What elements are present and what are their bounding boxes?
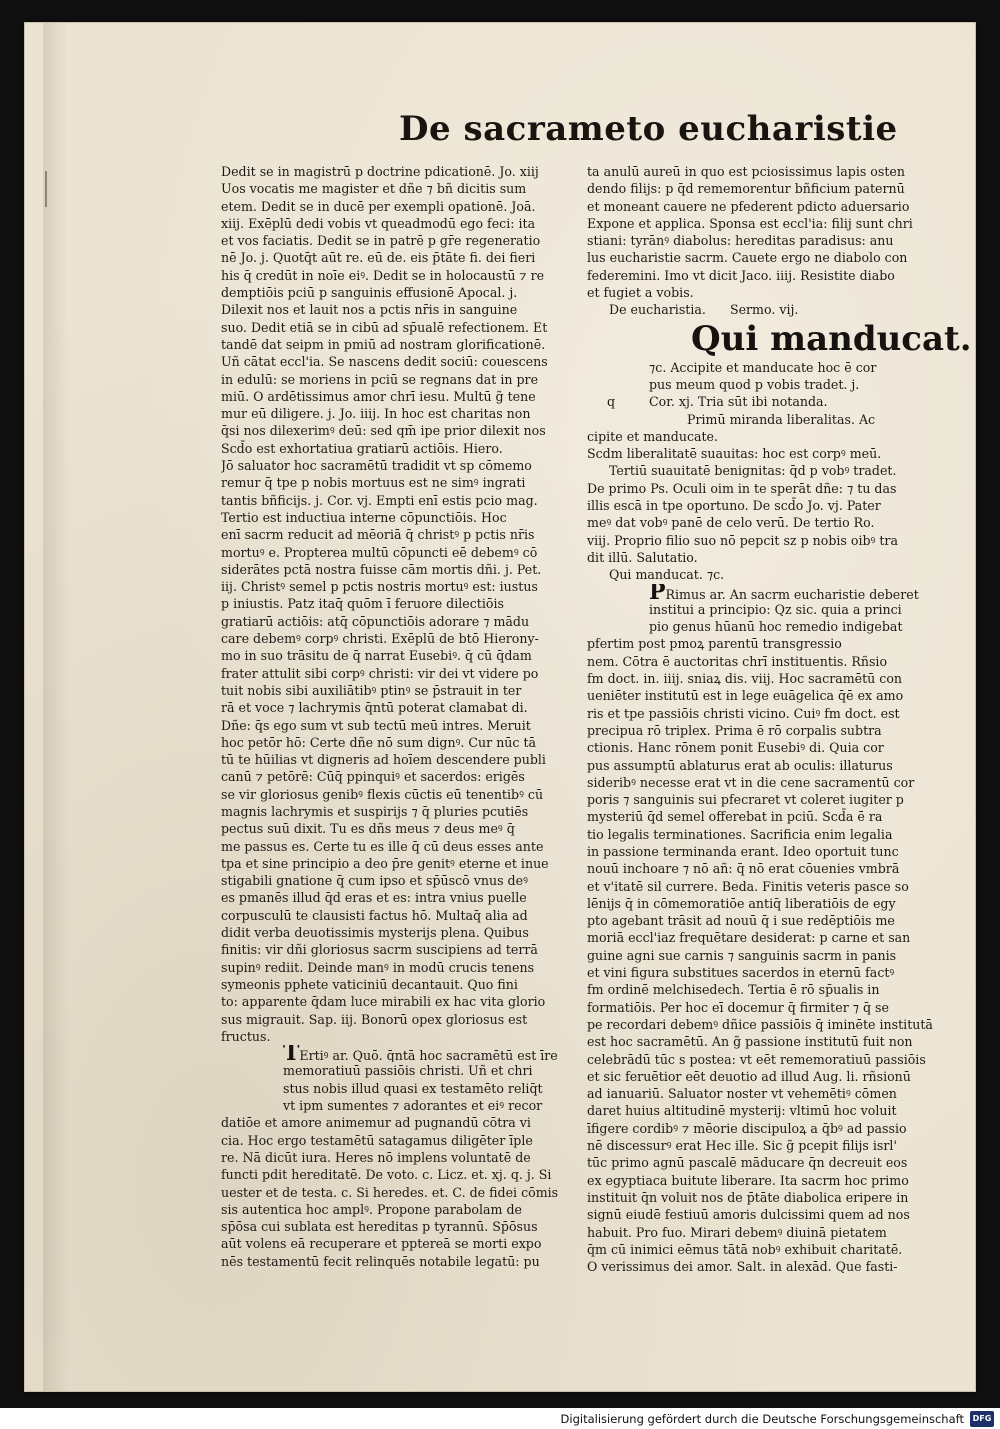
text-line: tio legalis terminationes. Sacrificia enim legalia [587, 826, 893, 842]
text-line: pectus suū dixit. Tu es dñs meus ⁊ deus meꝰ q̄ [221, 821, 515, 837]
text-line: memoratiuū passiōis christi. Uñ et chri [283, 1063, 533, 1079]
text-line: nē Jo. j. Quotq̄t aūt re. eū de. eis p̄tāte fi. dei fieri [221, 250, 536, 266]
text-line: moriā eccl'iaz frequētare desiderat: p carne et san [587, 930, 911, 946]
text-line: functi pdit hereditatē. De voto. c. Licz. et. xj. q. j. Si [221, 1167, 552, 1183]
text-line: signū eiudē festiuū amoris dulcissimi quem ad nos [587, 1207, 910, 1223]
sermon-intro-text [587, 359, 947, 445]
text-line: p iniustis. Patz itaq̄ quōm ī feruore dilectiōis [221, 596, 504, 612]
text-line: in edulū: se moriens in pciū se regnans dat in pre [221, 371, 539, 387]
text-line: federemini. Imo vt dicit Jaco. iiij. Resistite diabo [587, 267, 895, 283]
text-line: canū ⁊ petōrē: Cūq̄ ppinquiꝰ et sacerdos: erigēs [221, 769, 525, 785]
text-line: Jō saluator hoc sacramētū tradidit vt sp cōmemo [221, 458, 532, 474]
text-line: et vos faciatis. Dedit se in patrē p gr̄e regeneratio [221, 233, 541, 249]
text-line: institui a principio: Qz sic. quia a princi [649, 601, 902, 617]
sermon-heading-number: Sermo. vij. [729, 302, 799, 318]
section-primus-text [587, 635, 947, 1275]
text-line: Expone et applica. Sponsa est eccl'ia: filij sunt chri [587, 215, 913, 231]
text-line: Scd̄o est exhortatiua gratiarū actiōis. Hiero. [221, 440, 503, 456]
page-fold-shadow [43, 23, 69, 1391]
text-line: gratiarū actiōis: atq̄ cōpunctiōis adorare ⁊ mādu [221, 613, 530, 629]
text-line: siderātes pctā nostra fuisse cām mortis dñi. j. Pet. [221, 561, 542, 577]
text-line: hoc petōr hō: Certe dñe nō sum dignꝰ. Cur nūc tā [221, 734, 537, 750]
text-line: dit illū. Salutatio. [587, 549, 698, 565]
text-line: pe recordari debemꝰ dñice passiōis q̄ iminēte institutā [587, 1016, 933, 1032]
margin-mark [45, 171, 47, 207]
sermon-main-text [587, 445, 947, 583]
right-column-top-text [587, 163, 947, 301]
text-line: formatiōis. Per hoc eī docemur q̄ firmiter ⁊ q̄ se [587, 999, 889, 1015]
text-line: et moneant cauere ne pfederent pdicto aduersario [587, 198, 910, 214]
text-line: to: apparente q̄dam luce mirabili ex hac vita glorio [221, 994, 546, 1010]
text-line: fructus. [221, 1028, 271, 1044]
text-line: mo in suo trāsitu de q̄ narrat Eusebiꝰ. q̄ cū q̄dam [221, 648, 532, 664]
text-line: in passione terminanda erant. Ideo oportuit tunc [587, 843, 899, 859]
text-line: fm doct. in. iiij. sniaꝝ dis. viij. Hoc sacramētū con [587, 671, 903, 687]
text-line: Dedit se in magistrū p doctrine pdicationē. Jo. xiij [221, 164, 539, 179]
text-line: instituit q̄n voluit nos de p̄tāte diabolica eripere in [587, 1189, 909, 1205]
text-line: demptiōis pciū p sanguinis effusionē Apocal. j. [221, 285, 518, 301]
text-line: stus nobis illud quasi ex testamēto reliq̄t [283, 1080, 543, 1096]
text-line: lēnijs q̄ in cōmemoratiōe antiq̄ liberatiōis de egy [587, 895, 896, 911]
text-line: mysteriū q̄d semel offerebat in pciū. Scd̄a ē ra [587, 809, 883, 825]
text-line: q Cor. xj. Tria sūt ibi notanda. [607, 394, 828, 410]
text-line: illis escā in tpe oportuno. De scd̄o Jo. vj. Pater [587, 498, 881, 514]
dfg-logo-icon: DFG [970, 1411, 994, 1427]
text-line: īfigere cordibꝰ ⁊ mēorie discipuloꝝ a q̄bꝰ ad passio [587, 1120, 907, 1136]
text-line: ta anulū aureū in quo est pciosissimus lapis osten [587, 164, 905, 179]
text-line: viij. Proprio filio suo nō pepcit sz p nobis oibꝰ tra [587, 532, 898, 548]
sermon-heading-topic: De eucharistia. [609, 302, 706, 318]
text-line: tandē dat seipm in pmiū ad nostram glorificationē. [221, 336, 546, 352]
text-line: uester et de testa. c. Si heredes. et. C. de fidei cōmis [221, 1184, 559, 1200]
text-line: pfertim post pmoꝝ parentū transgressio [587, 636, 842, 652]
section-tertius-text [221, 1114, 581, 1270]
text-line: pus assumptū ablaturus erat ab oculis: illaturus [587, 757, 893, 773]
text-line: enī sacrm reducit ad mēoriā q̄ christꝰ p pctis nr̄is [221, 527, 535, 543]
text-line: fm ordinē melchisedech. Tertia ē rō sp̄ualis in [587, 982, 880, 998]
text-line: finitis: vir dñi gloriosus sacrm suscipiens ad terrā [221, 942, 538, 958]
sermon-heading [587, 301, 947, 318]
text-line: remur q̄ tpe p nobis mortuus est ne simꝰ ingrati [221, 475, 526, 491]
marginal-letter: q [607, 394, 616, 410]
text-line: precipua rō triplex. Prima ē rō corpalis subtra [587, 722, 882, 738]
sermon-title: Qui manducat. [691, 318, 972, 359]
text-line: cipite et manducate. [587, 428, 719, 444]
document-page [24, 22, 976, 1392]
text-line: pus meum quod p vobis tradet. j. [649, 376, 860, 392]
text-line: daret huius altitudinē mysterij: vltimū hoc voluit [587, 1103, 897, 1119]
text-line: tūc primo agnū pascalē māducare q̄n decreuit eos [587, 1155, 908, 1171]
left-column [221, 163, 581, 1270]
section-primus-indented [587, 601, 947, 636]
text-line: etem. Dedit se in ducē per exempli opationē. Joā. [221, 198, 536, 214]
text-line: ⁊c. Accipite et manducate hoc ē cor [649, 359, 877, 375]
text-line: sp̄ōsa cui sublata est hereditas p tyrannū. Sp̄ōsus [221, 1219, 538, 1235]
section-primus-first-line: PRimus ar. An sacrm eucharistie deberet [587, 584, 947, 601]
text-line: celebrādū tūc s postea: vt eēt rememoratiuū passiōis [587, 1051, 926, 1067]
text-line: nē discessurꝰ erat Hec ille. Sic g̃ pcepit filijs isrl' [587, 1138, 897, 1154]
text-line: et sic feruētior eēt deuotio ad illud Aug. li. rñsionū [587, 1068, 911, 1084]
text-line: me passus es. Certe tu es ille q̄ cū deus esses ante [221, 838, 544, 854]
text-line: sis autentica hoc amplꝰ. Propone parabolam de [221, 1201, 522, 1217]
initial-letter: T [283, 1045, 300, 1063]
text-line: sus migrauit. Sap. iij. Bonorū opex gloriosus est [221, 1011, 528, 1027]
text-line: ueniēter institutū est in lege euāgelica q̄ē ex amo [587, 688, 904, 704]
text-line: q̄m cū inimici eēmus tātā nobꝰ exhibuit charitatē. [587, 1241, 903, 1257]
text-line: ex egyptiaca buitute liberare. Ita sacrm hoc primo [587, 1172, 909, 1188]
text-line: habuit. Pro fuo. Mirari debemꝰ diuinā pietatem [587, 1224, 887, 1240]
text-line: Dilexit nos et lauit nos a pctis nr̄is in sanguine [221, 302, 518, 318]
text-line: rā et voce ⁊ lachrymis q̄ntū poterat clamabat di. [221, 700, 528, 716]
text-line: Tertiū suauitatē benignitas: q̄d p vobꝰ tradet. [609, 463, 897, 479]
text-line: supinꝰ rediit. Deinde manꝰ in modū crucis tenens [221, 959, 535, 975]
text-line: tantis bñficijs. j. Cor. vj. Empti enī estis pcio mag. [221, 492, 538, 508]
text-line: se vir gloriosus genibꝰ flexis cūctis eū tenentibꝰ cū [221, 786, 544, 802]
text-line: nēs testamentū fecit relinquēs notabile legatū: pu [221, 1253, 540, 1269]
text-line: ad ianuariū. Saluator noster vt vehemētiꝰ cōmen [587, 1086, 897, 1102]
text-line: iij. Christꝰ semel p pctis nostris mortuꝰ est: iustus [221, 579, 538, 595]
text-line: Uos vocatis me magister et dñe ⁊ bñ dicitis sum [221, 181, 527, 197]
text-line: sideribꝰ necesse erat vt in die cene sacramentū cor [587, 774, 915, 790]
text-line: Primū miranda liberalitas. Ac [687, 411, 876, 427]
text-line: lus eucharistie sacrm. Cauete ergo ne diabolo con [587, 250, 908, 266]
text-line: nouū inchoare ⁊ nō añ: q̄ nō erat cōuenies vmbrā [587, 861, 900, 877]
text-line: vt ipm sumentes ⁊ adorantes et eiꝰ recor [283, 1098, 543, 1114]
text-line: Tertio est inductiua interne cōpunctiōis. Hoc [221, 509, 507, 525]
text-line: guine agni sue carnis ⁊ sanguinis sacrm in panis [587, 947, 897, 963]
text-line: tū te hūilias vt digneris ad hoīem descendere publi [221, 752, 546, 768]
text-line: suo. Dedit etiā se in cibū ad sp̄ualē refectionem. Et [221, 319, 548, 335]
section-tertius-first-line: TErtiꝰ ar. Quō. q̄ntā hoc sacramētū est īre [221, 1045, 581, 1062]
text-line: Uñ cātat eccl'ia. Se nascens dedit sociū: couescens [221, 354, 548, 370]
text-line: cia. Hoc ergo testamētū satagamus diligēter īple [221, 1132, 533, 1148]
text-line: et fugiet a vobis. [587, 285, 694, 301]
text-line: et vini figura substitues sacerdos in eternū factꝰ [587, 965, 895, 981]
text-line: Qui manducat. ⁊c. [609, 567, 725, 583]
left-column-text [221, 163, 581, 1045]
text-line: pio genus hūanū hoc remedio indigebat [649, 619, 903, 635]
text-line: nem. Cōtra ē auctoritas chrī instituentis. Rñsio [587, 653, 888, 669]
text-line: care debemꝰ corpꝰ christi. Exēplū de btō Hierony- [221, 631, 539, 647]
text-line: magnis lachrymis et suspirijs ⁊ q̄ pluries pcutiēs [221, 803, 529, 819]
text-line: poris ⁊ sanguinis sui pfecraret vt coleret iugiter p [587, 792, 904, 808]
text-line: pto agebant trāsit ad nouū q̄ i sue redēptiōis me [587, 913, 895, 929]
text-line: De primo Ps. Oculi oim in te sperāt dñe: ⁊ tu das [587, 480, 897, 496]
text-line: et v'itatē sil currere. Beda. Finitis veteris pasce so [587, 878, 909, 894]
text-line: est hoc sacramētū. An g̃ passione institutū fuit non [587, 1034, 913, 1050]
text-line: symeonis pphete vaticiniū decantauit. Quo fini [221, 976, 518, 992]
right-column [587, 163, 972, 1275]
text-line: mur eū diligere. j. Jo. iiij. In hoc est charitas non [221, 406, 531, 422]
section-tertius-indented [221, 1062, 581, 1114]
text-line: frater attulit sibi corpꝰ christi: vir dei vt videre po [221, 665, 539, 681]
text-line: Dñe: q̄s ego sum vt sub tectū meū intres. Meruit [221, 717, 531, 733]
text-line: aūt volens eā recuperare et pptereā se morti expo [221, 1236, 542, 1252]
text-line: tpa et sine principio a deo p̄re genitꝰ eterne et inue [221, 855, 549, 871]
initial-letter: P [649, 583, 666, 601]
text-line: q̄si nos dilexerimꝰ deū: sed qm̄ ipe prior dilexit nos [221, 423, 546, 439]
text-line: stigabili gnatione q̄ cum ipso et sp̄ūscō vnus deꝰ [221, 873, 528, 889]
footer-bar [0, 1408, 1000, 1429]
text-line: tuit nobis sibi auxiliātibꝰ ptinꝰ se p̄strauit in ter [221, 682, 522, 698]
text-line: dendo filijs: p q̄d rememorentur bñficium paternū [587, 181, 905, 197]
text-line: his q̄ credūt in noīe eiꝰ. Dedit se in holocaustū ⁊ re [221, 267, 545, 283]
text-line: miū. O ardētissimus amor chrī iesu. Multū g̃ tene [221, 388, 536, 404]
text-line: ris et tpe passiōis christi vicino. Cuiꝰ fm doct. est [587, 705, 900, 721]
text-line: es pmanēs illud q̄d eras et es: intra vnius puelle [221, 890, 527, 906]
text-line: stiani: tyrānꝰ diabolus: hereditas paradisus: anu [587, 233, 894, 249]
text-line: datiōe et amore animemur ad pugnandū cōtra vi [221, 1115, 531, 1131]
text-line: xiij. Exēplū dedi vobis vt queadmodū ego feci: ita [221, 215, 536, 231]
text-line: didit verba deuotissimis mysterijs plena. Quibus [221, 925, 529, 941]
text-line: O verissimus dei amor. Salt. in alexād. Que fasti- [587, 1259, 898, 1275]
text-line: re. Nā dicūt iura. Heres nō implens voluntatē de [221, 1149, 531, 1165]
text-line: meꝰ dat vobꝰ panē de celo verū. De tertio Ro. [587, 515, 875, 531]
footer-credit: Digitalisierung gefördert durch die Deutsche Forschungsgemeinschaft [560, 1411, 964, 1426]
text-line: Scdm liberalitatē suauitas: hoc est corpꝰ meū. [587, 446, 882, 462]
text-line: corpusculū te clausisti factus hō. Multaq̄ alia ad [221, 907, 528, 923]
text-line: ctionis. Hanc rōnem ponit Eusebiꝰ di. Quia cor [587, 740, 884, 756]
text-line: mortuꝰ e. Propterea multū cōpuncti eē debemꝰ cō [221, 544, 538, 560]
running-title: De sacrameto eucharistie [399, 109, 898, 149]
